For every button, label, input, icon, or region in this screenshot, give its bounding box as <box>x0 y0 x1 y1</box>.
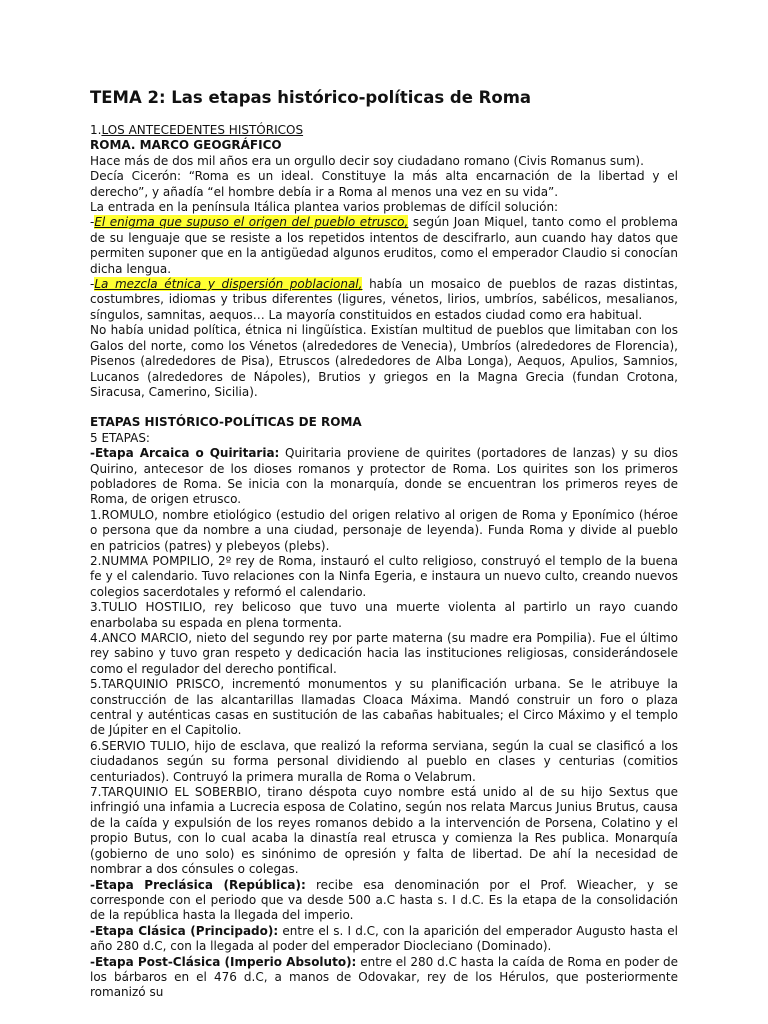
stages-count: 5 ETAPAS: <box>90 430 150 445</box>
king-item: 2.NUMMA POMPILIO, 2º rey de Roma, instauró el culto religioso, construyó el templo de la buena fe y el calendario. Tuvo relaciones con la Ninfa Egeria, e instaura un nuevo culto, creando nuevos colegios sacerdotales y reformó el calendario. <box>90 553 678 599</box>
paragraph-rest: había un mosaico de pueblos de razas distintas, costumbres, idiomas y tribus diferentes (ligures, vénetos, lirios, umbríos, sabélicos, mesalianos, síngulos, samnitas, aequos… La mayoría constituidos en estados ciudad como era habitual. <box>90 277 679 322</box>
section-1-heading <box>90 123 678 138</box>
section-number: 1. <box>90 123 102 137</box>
stage-text: entre el s. I d.C, con la aparición del emperador Augusto hasta el año 280 d.C, con la llegada al poder del emperador Diocleciano (Dominado). <box>90 923 678 954</box>
paragraph <box>90 215 678 277</box>
paragraph: La entrada en la península Itálica plantea varios problemas de difícil solución: <box>90 200 559 215</box>
paragraph <box>90 924 678 955</box>
subheading-marco-geografico: ROMA. MARCO GEOGRÁFICO <box>90 138 282 153</box>
king-item: 6.SERVIO TULIO, hijo de esclava, que realizó la reforma serviana, según la cual se clasificó a los ciudadanos según su forma personal dividiendo al pueblo en clases y centurias (comitios centuriados). Contruyó la primera muralla de Roma o Velabrum. <box>90 738 678 784</box>
dash: - <box>90 215 95 230</box>
paragraph <box>90 878 678 924</box>
document-title: TEMA 2: Las etapas histórico-políticas de Roma <box>90 88 532 107</box>
highlighted-text: El enigma que supuso el origen del pueblo etrusco, <box>94 215 409 230</box>
stage-label: -Etapa Preclásica (República): <box>90 877 306 892</box>
paragraph <box>90 277 678 323</box>
paragraph-rest: según Joan Miquel, tanto como el problema de su lenguaje que se resiste a los repetidos intentos de descifrarlo, aun cuando hay datos que permiten suponer que en la antigüedad algunos eruditos, como el emperador Claudio si conocían dicha lengua. <box>90 215 678 276</box>
paragraph: Decía Cicerón: “Roma es un ideal. Constituye la más alta encarnación de la libertad y el derecho”, y añadía “el hombre debía ir a Roma al menos una vez en su vida”. <box>90 169 678 199</box>
dash: - <box>90 277 95 292</box>
stage-text: entre el 280 d.C hasta la caída de Roma en poder de los bárbaros en el 476 d.C, a manos de Odovakar, rey de los Hérulos, que posteriormente romanizó su <box>90 954 678 1000</box>
stage-label: -Etapa Clásica (Principado): <box>90 923 279 938</box>
stage-text: recibe esa denominación por el Prof. Wieacher, y se corresponde con el periodo que va desde 500 a.C hasta s. I d.C. Es la etapa de la consolidación de la república hasta la llegada del imperio. <box>90 877 678 923</box>
section-2-heading: ETAPAS HISTÓRICO-POLÍTICAS DE ROMA <box>90 415 362 430</box>
stage-label: -Etapa Post-Clásica (Imperio Absoluto): <box>90 954 357 969</box>
spacer <box>90 400 678 415</box>
king-item: 4.ANCO MARCIO, nieto del segundo rey por parte materna (su madre era Pompilia). Fue el último rey sabino y tuvo gran respeto y dedicación hacia las instituciones religiosas, considerándosele como el regulador del derecho pontifical. <box>90 631 678 676</box>
king-item: 5.TARQUINIO PRISCO, incrementó monumentos y su planificación urbana. Se le atribuye la construcción de las alcantarillas llamadas Cloaca Máxima. Mandó construir un foro o plaza central y auténticas casas en sustitución de las cabañas habituales; el Circo Máximo y el templo de Júpiter en el Capitolio. <box>90 677 678 738</box>
section-1-title: LOS ANTECEDENTES HISTÓRICOS <box>101 123 304 137</box>
king-item: 3.TULIO HOSTILIO, rey belicoso que tuvo una muerte violenta al partirlo un rayo cuando enarbolaba su espada en plena tormenta. <box>90 600 678 630</box>
paragraph <box>90 955 678 1001</box>
king-item: 1.ROMULO, nombre etiológico (estudio del origen relativo al origen de Roma y Eponímico (héroe o persona que da nombre a una ciudad, personaje de leyenda). Funda Roma y divide al pueblo en patricios (patres) y plebeyos (plebs). <box>90 507 678 553</box>
king-item: 7.TARQUINIO EL SOBERBIO, tirano déspota cuyo nombre está unido al de su hijo Sextus que infringió una infamia a Lucrecia esposa de Colatino, según nos relata Marcus Junius Brutus, causa de la caída y expulsión de los reyes romanos debido a la intervención de Porsena, Colatino y el propio Butus, con lo cual acaba la dinastía real etrusca y comienza la Res publica. Monarquía (gobierno de uno solo) es sinónimo de opresión y falta de libertad. De ahí la necesidad de nombrar a dos cónsules o colegas. <box>90 785 678 877</box>
stage-label: -Etapa Arcaica o Quiritaria: <box>90 446 280 461</box>
paragraph <box>90 446 678 508</box>
paragraph: Hace más de dos mil años era un orgullo decir soy ciudadano romano (Civis Romanus sum). <box>90 153 644 168</box>
highlighted-text: La mezcla étnica y dispersión poblacional, <box>94 277 363 292</box>
stage-text: Quiritaria proviene de quirites (portadores de lanzas) y su dios Quirino, antecesor de los dioses romanos y protector de Roma. Los quirites son los primeros pobladores de Roma. Se inicia con la monarquía, donde se encuentran los primeros reyes de Roma, de origen etrusco. <box>90 446 678 507</box>
paragraph: No había unidad política, étnica ni lingüística. Existían multitud de pueblos que limitaban con los Galos del norte, como los Vénetos (alrededores de Venecia), Umbríos (alrededores de Florencia), Pisenos (alrededores de Pisa), Etruscos (alrededores de Alba Longa), Aequos, Apulios, Samnios, Lucanos (alrededores de Nápoles), Brutios y griegos en la Magna Grecia (fundan Crotona, Siracusa, Camerino, Sicilia). <box>90 323 678 399</box>
